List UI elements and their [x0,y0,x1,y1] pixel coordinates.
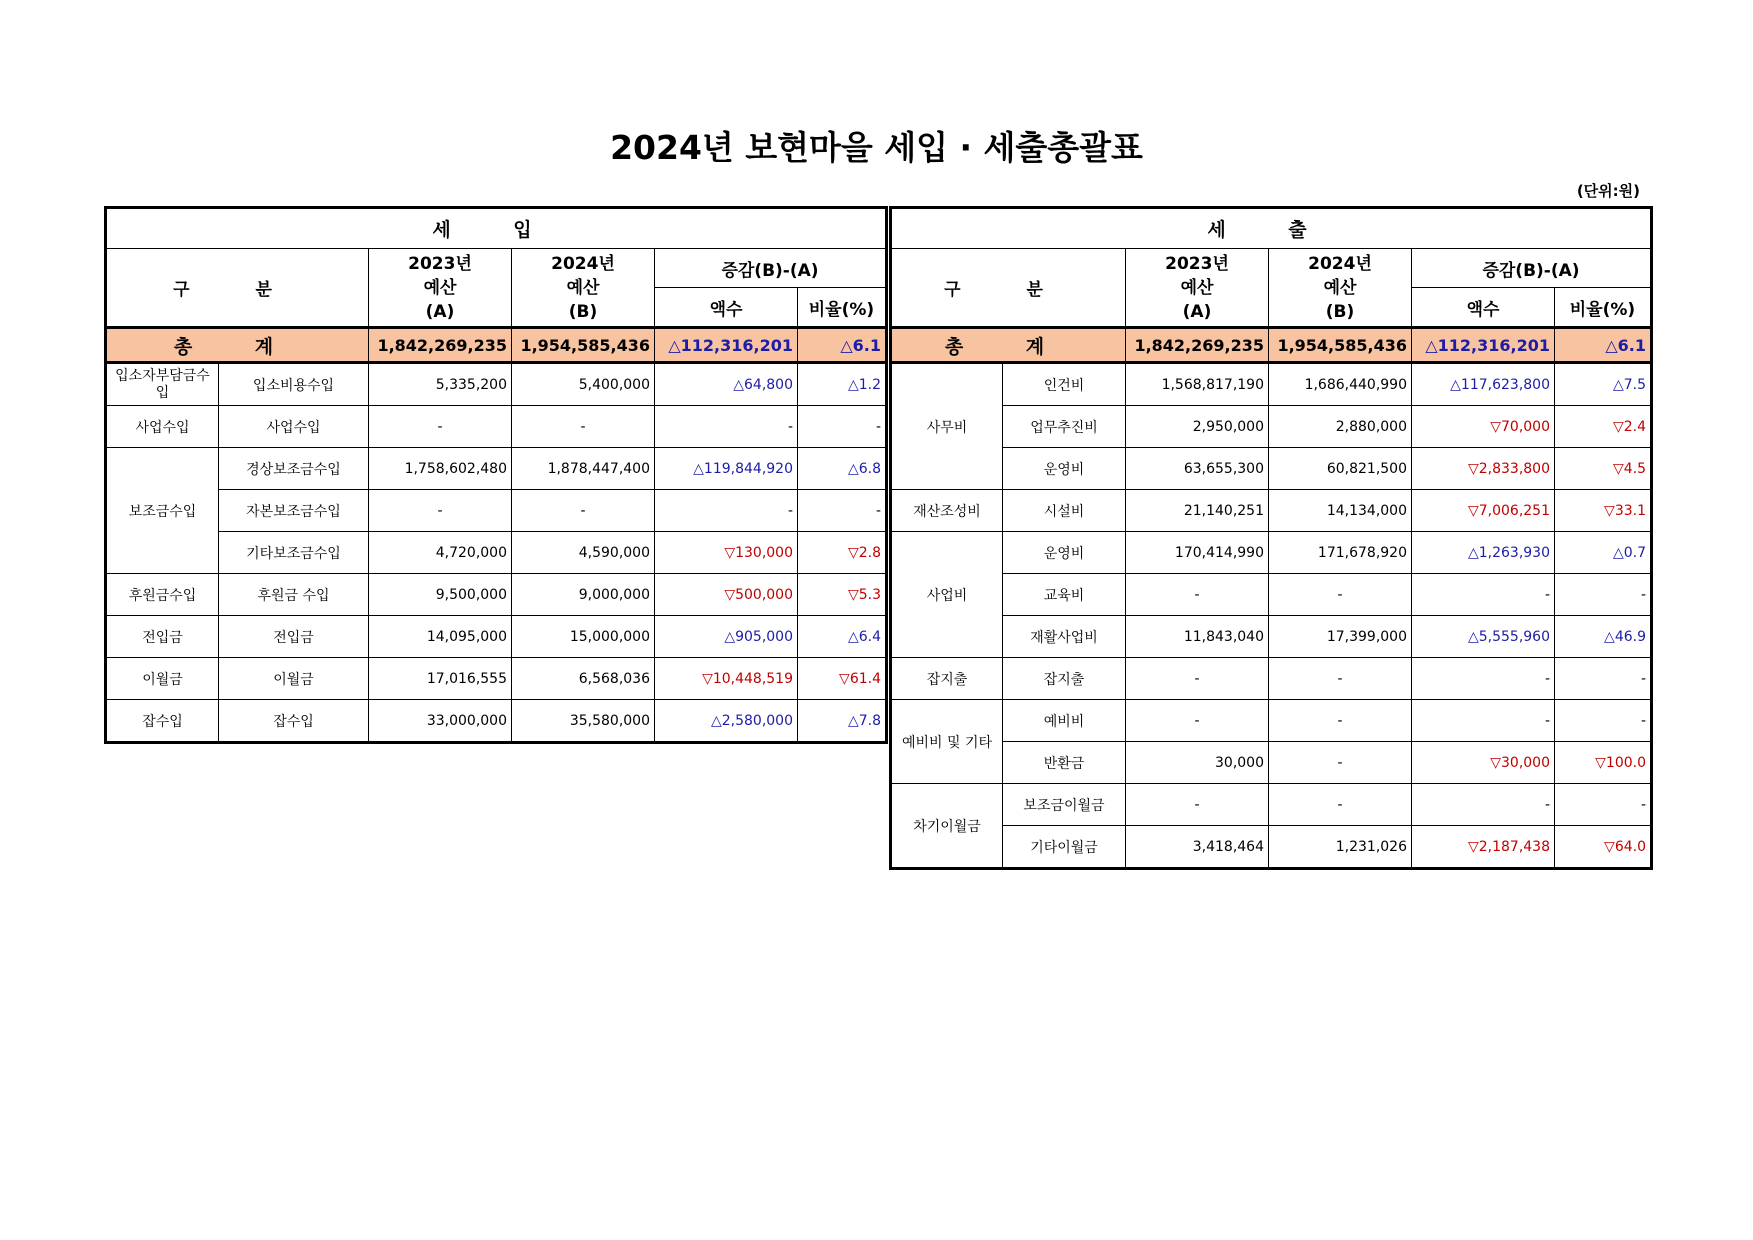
row-ratio: - [1555,574,1652,616]
row-diff: ▽2,833,800 [1412,448,1555,490]
row-group: 예비비 및 기타 [891,700,1003,784]
row-a: 11,843,040 [1126,616,1269,658]
row-group: 잡수입 [106,700,219,743]
category-header: 구 분 [891,249,1126,328]
row-ratio: △0.7 [1555,532,1652,574]
table-row [891,363,1652,406]
row-name: 경상보조금수입 [219,448,369,490]
row-b: 1,878,447,400 [512,448,655,490]
row-a: - [1126,784,1269,826]
row-name: 운영비 [1003,448,1126,490]
row-a: 33,000,000 [369,700,512,743]
ratio-header: 비율(%) [798,288,887,328]
row-ratio: △7.5 [1555,363,1652,406]
total-diff: △112,316,201 [1412,328,1555,363]
row-diff: △117,623,800 [1412,363,1555,406]
row-group: 입소자부담금수입 [106,363,219,406]
row-group: 후원금수입 [106,574,219,616]
total-label: 총 계 [106,328,369,363]
amount-header: 액수 [655,288,798,328]
row-name: 예비비 [1003,700,1126,742]
table-row [891,700,1652,742]
row-b: - [1269,658,1412,700]
row-diff: - [1412,700,1555,742]
table-row [106,363,887,406]
table-row [106,532,887,574]
row-diff: - [1412,574,1555,616]
total-ratio: △6.1 [798,328,887,363]
row-b: - [1269,574,1412,616]
row-name: 반환금 [1003,742,1126,784]
row-diff: △64,800 [655,363,798,406]
row-name: 잡지출 [1003,658,1126,700]
row-a: 4,720,000 [369,532,512,574]
row-name: 업무추진비 [1003,406,1126,448]
row-a: - [1126,700,1269,742]
table-row [891,490,1652,532]
row-b: 1,231,026 [1269,826,1412,869]
income-table [104,206,888,744]
row-ratio: ▽100.0 [1555,742,1652,784]
row-a: 30,000 [1126,742,1269,784]
budget-2023-header: 2023년 예산 (A) [1126,249,1269,328]
total-label: 총 계 [891,328,1126,363]
table-row [106,574,887,616]
table-row [106,448,887,490]
row-b: 9,000,000 [512,574,655,616]
total-ratio: △6.1 [1555,328,1652,363]
row-name: 보조금이월금 [1003,784,1126,826]
row-group: 재산조성비 [891,490,1003,532]
table-row [891,574,1652,616]
row-a: - [369,406,512,448]
row-b: 6,568,036 [512,658,655,700]
diff-header: 증감(B)-(A) [655,249,887,288]
row-group: 잡지출 [891,658,1003,700]
row-b: 35,580,000 [512,700,655,743]
row-group: 이월금 [106,658,219,700]
row-diff: ▽10,448,519 [655,658,798,700]
row-diff: ▽30,000 [1412,742,1555,784]
row-b: - [1269,700,1412,742]
row-ratio: - [1555,784,1652,826]
row-b: - [1269,784,1412,826]
unit-label: (단위:원) [1576,182,1640,200]
category-header: 구 분 [106,249,369,328]
row-b: - [512,490,655,532]
row-name: 사업수입 [219,406,369,448]
row-a: 3,418,464 [1126,826,1269,869]
table-row [106,616,887,658]
row-ratio: ▽61.4 [798,658,887,700]
row-name: 인건비 [1003,363,1126,406]
row-a: 9,500,000 [369,574,512,616]
row-a: 63,655,300 [1126,448,1269,490]
row-ratio: ▽5.3 [798,574,887,616]
row-name: 전입금 [219,616,369,658]
expense-section-title: 세 출 [891,208,1652,249]
row-diff: - [655,490,798,532]
table-row [891,784,1652,826]
row-diff: - [1412,658,1555,700]
row-group: 차기이월금 [891,784,1003,869]
row-b: 4,590,000 [512,532,655,574]
table-row [891,406,1652,448]
table-row [891,658,1652,700]
row-diff: △5,555,960 [1412,616,1555,658]
row-diff: ▽500,000 [655,574,798,616]
row-b: 5,400,000 [512,363,655,406]
table-row [891,742,1652,784]
expense-total-row [891,328,1652,363]
row-a: 21,140,251 [1126,490,1269,532]
row-name: 자본보조금수입 [219,490,369,532]
table-row [106,658,887,700]
row-name: 교육비 [1003,574,1126,616]
row-a: 1,758,602,480 [369,448,512,490]
table-row [106,406,887,448]
row-a: - [1126,574,1269,616]
total-a: 1,842,269,235 [1126,328,1269,363]
row-a: 14,095,000 [369,616,512,658]
row-ratio: - [798,406,887,448]
row-a: 5,335,200 [369,363,512,406]
row-diff: - [655,406,798,448]
income-section-title: 세 입 [106,208,887,249]
row-b: 171,678,920 [1269,532,1412,574]
table-row [106,700,887,743]
budget-2023-header: 2023년 예산 (A) [369,249,512,328]
row-group: 사업비 [891,532,1003,658]
total-diff: △112,316,201 [655,328,798,363]
total-a: 1,842,269,235 [369,328,512,363]
ratio-header: 비율(%) [1555,288,1652,328]
page-title: 2024년 보현마을 세입 · 세출총괄표 [610,128,1143,167]
row-b: - [1269,742,1412,784]
row-name: 이월금 [219,658,369,700]
expense-table [889,206,1653,870]
row-ratio: △46.9 [1555,616,1652,658]
row-group: 보조금수입 [106,448,219,574]
table-row [891,448,1652,490]
total-b: 1,954,585,436 [512,328,655,363]
row-diff: ▽130,000 [655,532,798,574]
row-ratio: △6.4 [798,616,887,658]
row-b: 1,686,440,990 [1269,363,1412,406]
income-total-row [106,328,887,363]
row-name: 운영비 [1003,532,1126,574]
row-name: 후원금 수입 [219,574,369,616]
row-ratio: ▽2.8 [798,532,887,574]
row-diff: △1,263,930 [1412,532,1555,574]
row-name: 시설비 [1003,490,1126,532]
row-b: 2,880,000 [1269,406,1412,448]
row-ratio: △1.2 [798,363,887,406]
row-diff: △905,000 [655,616,798,658]
row-name: 기타보조금수입 [219,532,369,574]
row-b: 15,000,000 [512,616,655,658]
row-group: 전입금 [106,616,219,658]
row-name: 잡수입 [219,700,369,743]
row-diff: ▽2,187,438 [1412,826,1555,869]
row-ratio: - [798,490,887,532]
table-row [106,490,887,532]
table-row [891,616,1652,658]
row-name: 재활사업비 [1003,616,1126,658]
table-row [891,532,1652,574]
row-ratio: △7.8 [798,700,887,743]
total-b: 1,954,585,436 [1269,328,1412,363]
budget-2024-header: 2024년 예산 (B) [512,249,655,328]
row-diff: △119,844,920 [655,448,798,490]
row-diff: △2,580,000 [655,700,798,743]
row-name: 기타이월금 [1003,826,1126,869]
row-a: - [1126,658,1269,700]
row-ratio: ▽2.4 [1555,406,1652,448]
row-diff: ▽7,006,251 [1412,490,1555,532]
row-b: - [512,406,655,448]
row-a: 2,950,000 [1126,406,1269,448]
row-name: 입소비용수입 [219,363,369,406]
amount-header: 액수 [1412,288,1555,328]
row-a: 170,414,990 [1126,532,1269,574]
row-a: 1,568,817,190 [1126,363,1269,406]
diff-header: 증감(B)-(A) [1412,249,1652,288]
row-b: 60,821,500 [1269,448,1412,490]
row-ratio: ▽4.5 [1555,448,1652,490]
row-ratio: ▽64.0 [1555,826,1652,869]
row-a: - [369,490,512,532]
row-group: 사업수입 [106,406,219,448]
row-b: 17,399,000 [1269,616,1412,658]
row-ratio: - [1555,700,1652,742]
row-ratio: - [1555,658,1652,700]
row-a: 17,016,555 [369,658,512,700]
table-row [891,826,1652,869]
row-diff: - [1412,784,1555,826]
row-ratio: ▽33.1 [1555,490,1652,532]
budget-2024-header: 2024년 예산 (B) [1269,249,1412,328]
row-b: 14,134,000 [1269,490,1412,532]
row-group: 사무비 [891,363,1003,490]
row-diff: ▽70,000 [1412,406,1555,448]
row-ratio: △6.8 [798,448,887,490]
